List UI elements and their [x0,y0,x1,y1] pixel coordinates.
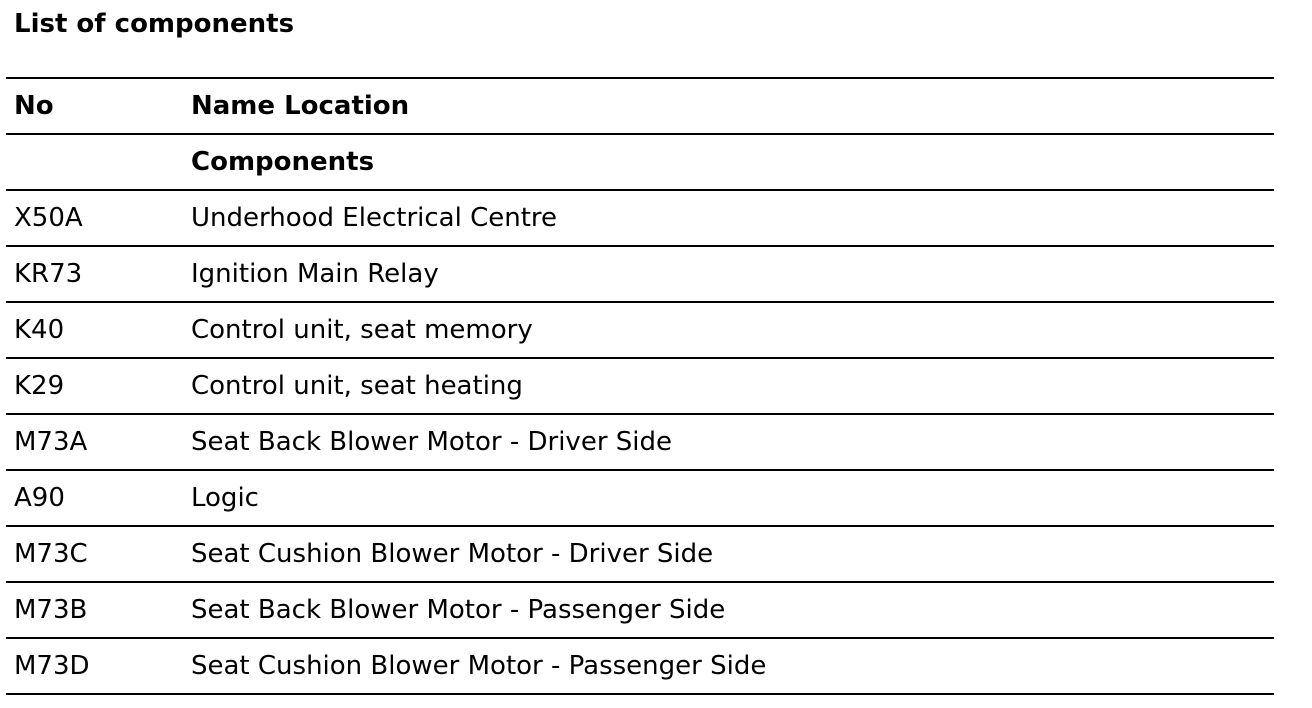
section-row-components [6,135,1274,191]
component-no: M73B [14,595,88,625]
table-row [6,583,1274,639]
component-name: Seat Cushion Blower Motor - Passenger Side [191,651,767,681]
component-no: M73D [14,651,90,681]
table-row [6,303,1274,359]
component-name: Underhood Electrical Centre [191,203,558,233]
component-name: Control unit, seat heating [191,371,523,401]
component-name: Seat Back Blower Motor - Passenger Side [191,595,726,625]
column-header-no: No [14,91,54,121]
table-row [6,415,1274,471]
table-header-row [6,79,1274,135]
component-name: Seat Back Blower Motor - Driver Side [191,427,672,457]
component-name: Control unit, seat memory [191,315,533,345]
table-row [6,471,1274,527]
table-row [6,639,1274,695]
component-name: Seat Cushion Blower Motor - Driver Side [191,539,714,569]
component-no: K29 [14,371,65,401]
section-title: Components [191,147,375,177]
component-no: M73C [14,539,88,569]
table-row [6,191,1274,247]
table-row [6,247,1274,303]
table-row [6,359,1274,415]
component-no: K40 [14,315,65,345]
table-row [6,527,1274,583]
component-no: X50A [14,203,83,233]
column-header-name-location: Name Location [191,91,410,121]
component-no: A90 [14,483,65,513]
component-no: KR73 [14,259,83,289]
page-title: List of components [14,9,295,39]
component-name: Logic [191,483,259,513]
component-name: Ignition Main Relay [191,259,439,289]
component-no: M73A [14,427,88,457]
components-table [6,77,1274,695]
